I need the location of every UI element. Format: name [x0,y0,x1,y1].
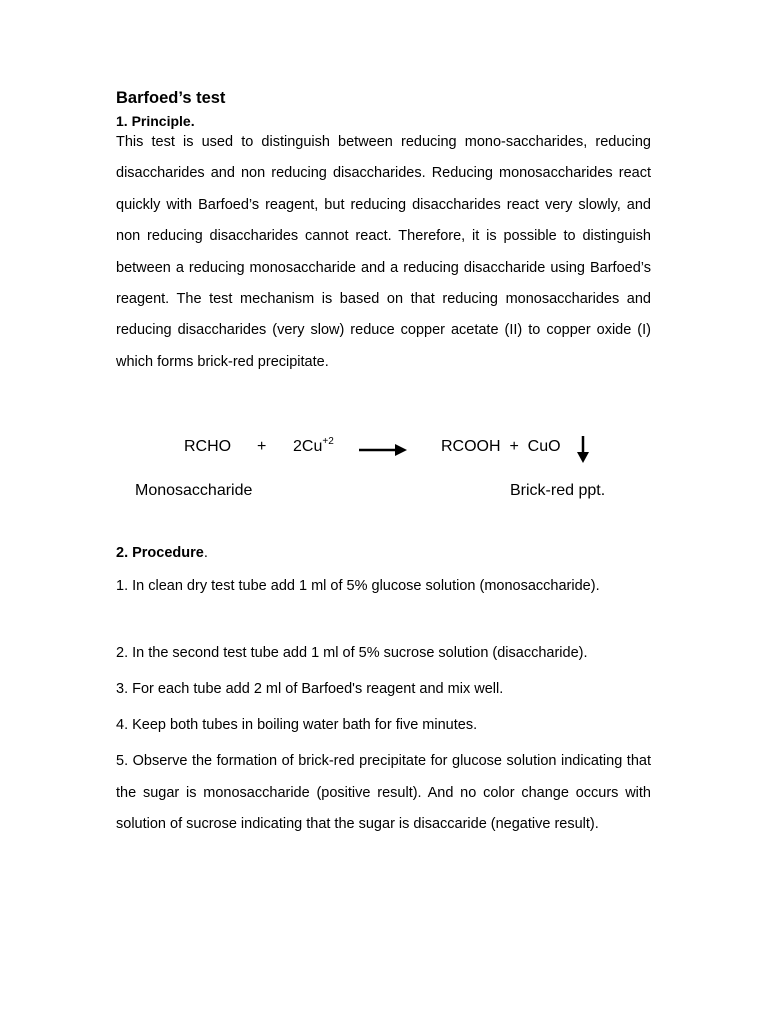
products: RCOOH + CuO [441,438,561,455]
reaction-arrow-icon [359,443,409,457]
label-brick-red-ppt: Brick-red ppt. [510,482,606,499]
procedure-step-5: 5. Observe the formation of brick-red precipitate for glucose solution indicating that the sugar is monosaccharide (positive result). And no color change occurs with solution of sucrose indicating that the sugar is disaccaride (negative result). [116,753,651,833]
precipitate-down-arrow-icon [576,436,590,464]
procedure-heading [116,545,208,561]
copper-symbol: 2Cu [293,438,323,455]
procedure-step-1: 1. In clean dry test tube add 1 ml of 5% glucose solution (monosaccharide). [116,578,600,594]
principle-paragraph: This test is used to distinguish between reducing mono-saccharides, reducing disaccharides and non reducing disaccharides. Reducing monosaccharides react quickly with Barfoed’s reagent, but reducing disaccharides react very slowly, and non reducing disaccharides cannot react. Therefore, it is possible to distinguish between a reducing monosaccharide and a reducing disaccharide using Barfoed’s reagent. The test mechanism is based on that reducing monosaccharides and reducing disaccharides (very slow) reduce copper acetate (II) to copper oxide (I) which forms brick-red precipitate. [116,134,651,370]
procedure-step-3: 3. For each tube add 2 ml of Barfoed's reagent and mix well. [116,681,504,697]
plus-sign: + [257,438,267,455]
reactant-rcho: RCHO [184,438,232,455]
page-title: Barfoed’s test [116,89,226,107]
procedure-label: 2. Procedure [116,545,204,561]
procedure-label-suffix: . [203,545,208,561]
procedure-step-4: 4. Keep both tubes in boiling water bath for five minutes. [116,717,478,733]
principle-heading: 1. Principle. [116,113,195,129]
label-monosaccharide: Monosaccharide [135,482,253,499]
copper-charge: +2 [322,436,334,447]
procedure-step-2: 2. In the second test tube add 1 ml of 5% sucrose solution (disaccharide). [116,645,588,661]
reactant-copper [293,438,334,456]
